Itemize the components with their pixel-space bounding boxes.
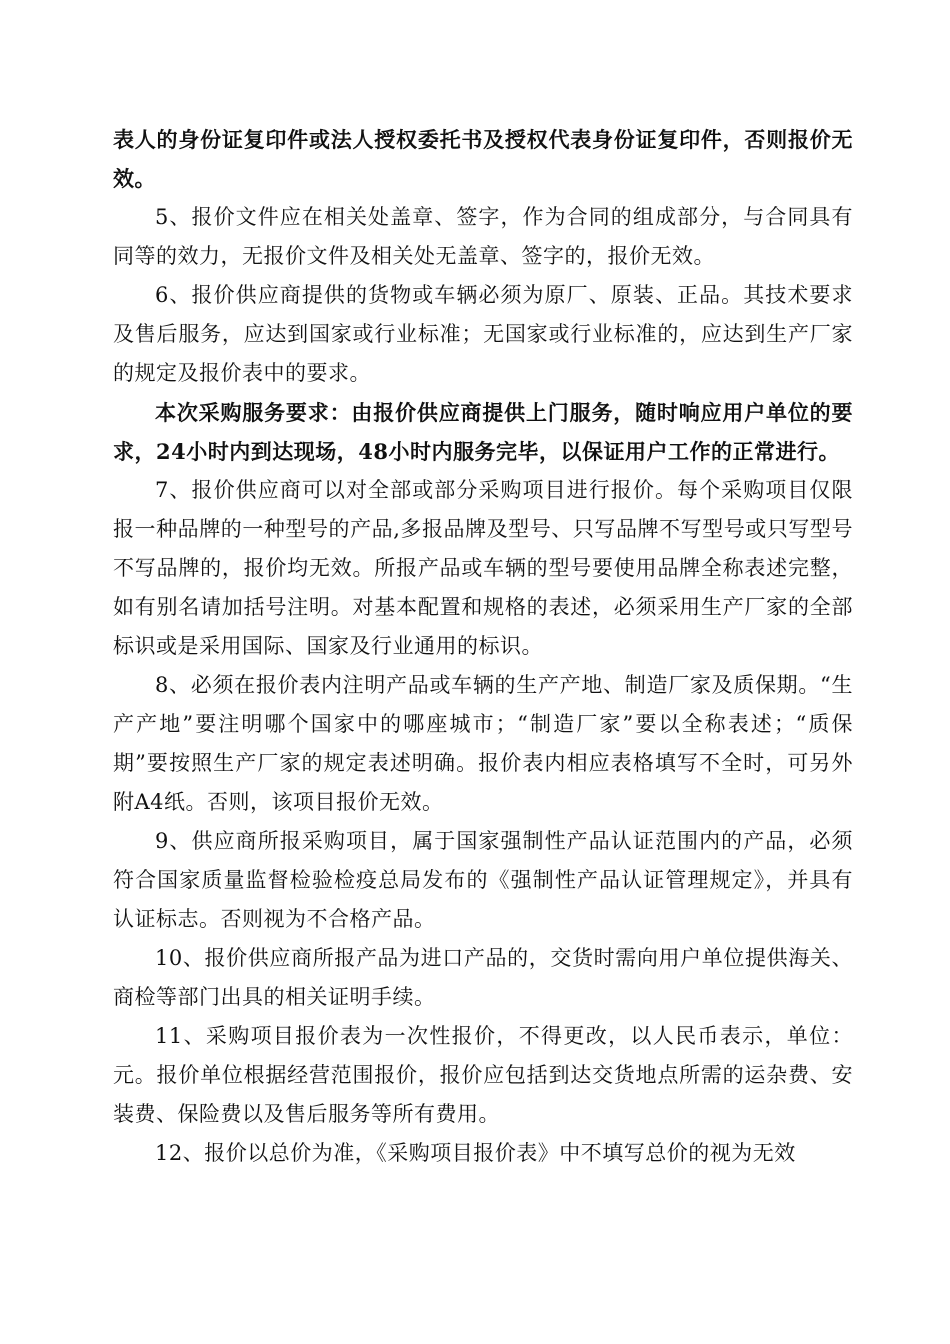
paragraph-item-5: 5、报价文件应在相关处盖章、签字，作为合同的组成部分，与合同具有同等的效力，无报价文件及相关处无盖章、签字的，报价无效。 [113,205,853,268]
paragraph-service-requirements: 本次采购服务要求：由报价供应商提供上门服务，随时响应用户单位的要求，24小时内到达现场，48小时内服务完毕，以保证用户工作的正常进行。 [113,400,853,464]
document-body [113,120,853,1173]
paragraph-item-12: 12、报价以总价为准，《采购项目报价表》中不填写总价的视为无效 [155,1141,796,1165]
paragraph-item-6: 6、报价供应商提供的货物或车辆必须为原厂、原装、正品。其技术要求及售后服务，应达到国家或行业标准；无国家或行业标准的，应达到生产厂家的规定及报价表中的要求。 [113,283,853,385]
paragraph-item-8: 8、必须在报价表内注明产品或车辆的生产产地、制造厂家及质保期。“生产产地”要注明哪个国家中的哪座城市；“制造厂家”要以全称表述；“质保期”要按照生产厂家的规定表述明确。报价表内相应表格填写不全时，可另外附A4纸。否则，该项目报价无效。 [113,673,853,814]
paragraph-item-9: 9、供应商所报采购项目，属于国家强制性产品认证范围内的产品，必须符合国家质量监督检验检疫总局发布的《强制性产品认证管理规定》，并具有认证标志。否则视为不合格产品。 [113,829,853,931]
paragraph-continuation: 表人的身份证复印件或法人授权委托书及授权代表身份证复印件，否则报价无效。 [113,127,853,191]
paragraph-item-11: 11、采购项目报价表为一次性报价，不得更改，以人民币表示，单位：元。报价单位根据经营范围报价，报价应包括到达交货地点所需的运杂费、安装费、保险费以及售后服务等所有费用。 [113,1024,853,1126]
paragraph-item-10: 10、报价供应商所报产品为进口产品的，交货时需向用户单位提供海关、商检等部门出具的相关证明手续。 [113,946,853,1009]
paragraph-item-7: 7、报价供应商可以对全部或部分采购项目进行报价。每个采购项目仅限报一种品牌的一种型号的产品,多报品牌及型号、只写品牌不写型号或只写型号不写品牌的，报价均无效。所报产品或车辆的型号要使用品牌全称表述完整，如有别名请加括号注明。对基本配置和规格的表述，必须采用生产厂家的全部标识或是采用国际、国家及行业通用的标识。 [113,478,853,658]
